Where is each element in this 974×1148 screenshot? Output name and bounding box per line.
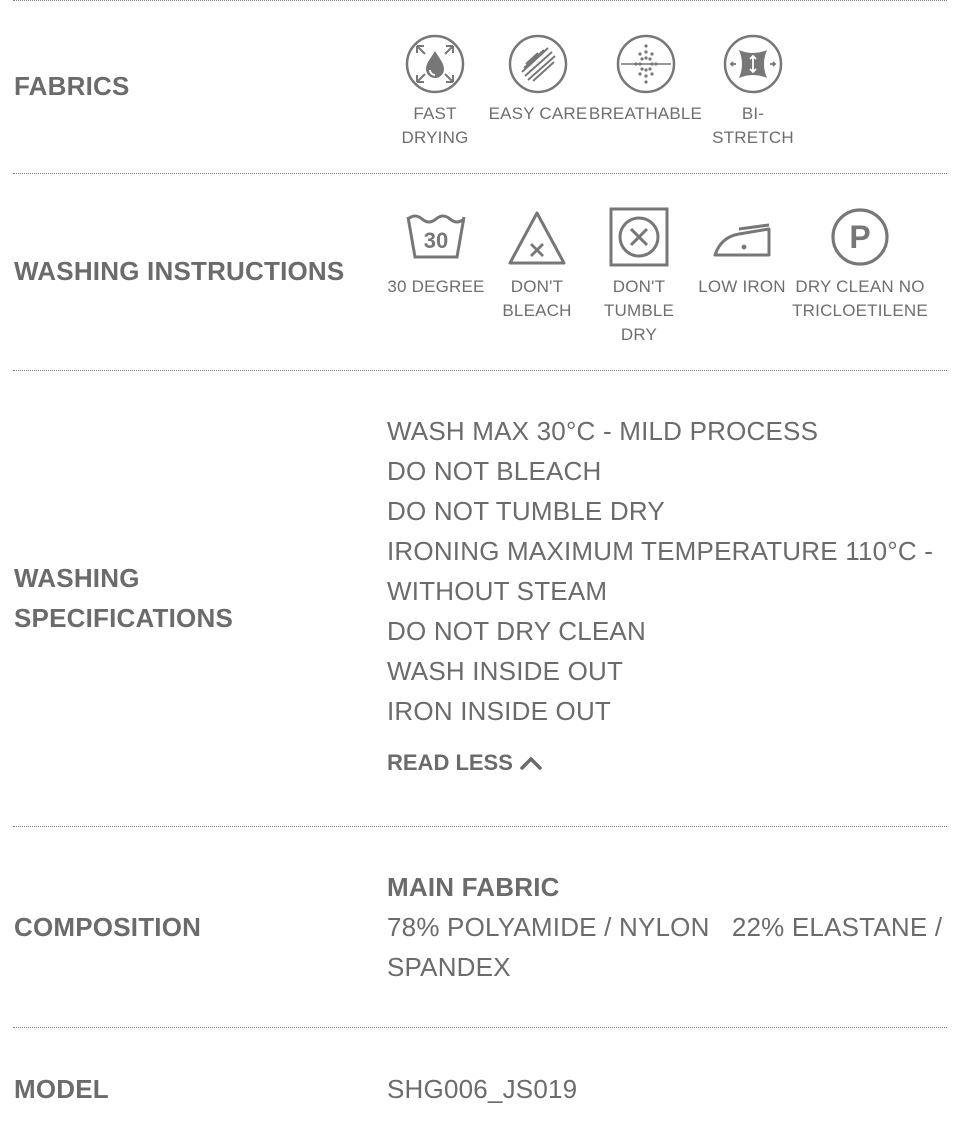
easy-care-icon	[508, 34, 568, 94]
section-divider	[13, 173, 947, 174]
fabrics-label: FABRICS	[14, 71, 130, 101]
dry-clean-p-icon	[829, 207, 891, 267]
fabric-feature-breathable	[588, 34, 703, 126]
washing-instructions-label: WASHING INSTRUCTIONS	[14, 256, 345, 286]
no-bleach-caption-line: DON'T	[510, 277, 564, 296]
section-divider	[13, 826, 947, 827]
easy-care-caption-line: EASY CARE	[488, 104, 588, 123]
breathable-caption-line: BREATHABLE	[588, 104, 703, 123]
no-tumble-dry-caption-line: DRY	[620, 325, 658, 344]
bi-stretch-caption-line: BI-	[741, 104, 765, 123]
washing-specifications-list	[387, 411, 957, 731]
care-symbol-wash-30	[386, 207, 486, 299]
wash-30-icon	[405, 207, 467, 267]
read-less-label: READ LESS	[387, 750, 513, 775]
composition-heading: MAIN FABRIC	[387, 872, 560, 902]
spec-line: DO NOT DRY CLEAN	[387, 616, 646, 646]
no-bleach-caption-line: BLEACH	[502, 301, 572, 320]
section-divider	[13, 0, 947, 1]
spec-line: WASH MAX 30°C - MILD PROCESS	[387, 416, 819, 446]
no-tumble-dry-caption-line: DON'T	[612, 277, 666, 296]
spec-line: IRONING MAXIMUM TEMPERATURE 110°C -	[387, 536, 934, 566]
composition-line: SPANDEX	[387, 952, 511, 982]
section-divider	[13, 370, 947, 371]
spec-line: DO NOT BLEACH	[387, 456, 602, 486]
no-tumble-dry-icon	[608, 207, 670, 267]
read-less-button[interactable]	[387, 746, 543, 780]
dry-clean-caption-line: TRICLOETILENE	[792, 301, 928, 320]
bi-stretch-icon	[723, 34, 783, 94]
spec-line: WASH INSIDE OUT	[387, 656, 624, 686]
dry-clean-caption-line: DRY CLEAN NO	[795, 277, 925, 296]
model-label: MODEL	[14, 1074, 109, 1104]
model-value: SHG006_JS019	[387, 1074, 578, 1104]
section-divider	[13, 1027, 947, 1028]
care-symbol-dry-clean-p	[792, 207, 928, 323]
composition-line: 78% POLYAMIDE / NYLON 22% ELASTANE /	[387, 912, 943, 942]
wash-30-caption-line: 30 DEGREE	[387, 277, 485, 296]
wash-30-symbol-text: 30	[423, 228, 449, 253]
dry-clean-p-symbol-text: P	[849, 219, 871, 255]
chevron-up-icon	[519, 755, 543, 771]
care-symbol-no-bleach	[492, 207, 582, 323]
fabric-feature-bi-stretch	[708, 34, 798, 150]
low-iron-icon	[711, 207, 773, 267]
breathable-icon	[616, 34, 676, 94]
no-tumble-dry-caption-line: TUMBLE	[603, 301, 675, 320]
fast-drying-caption-line: FAST	[413, 104, 457, 123]
care-symbol-low-iron	[696, 207, 788, 299]
low-iron-caption-line: LOW IRON	[698, 277, 786, 296]
care-symbol-no-tumble-dry	[594, 207, 684, 347]
spec-line: WITHOUT STEAM	[387, 576, 608, 606]
fast-drying-caption-line: DRYING	[401, 128, 469, 147]
fabric-feature-easy-care	[488, 34, 588, 126]
bi-stretch-caption-line: STRETCH	[712, 128, 794, 147]
spec-line: DO NOT TUMBLE DRY	[387, 496, 665, 526]
composition-value	[387, 867, 957, 987]
washing-specifications-label	[14, 558, 233, 638]
no-bleach-icon	[506, 207, 568, 267]
spec-line: IRON INSIDE OUT	[387, 696, 612, 726]
fast-drying-icon	[405, 34, 465, 94]
washing-specifications-label-line: SPECIFICATIONS	[14, 603, 234, 633]
fabric-feature-fast-drying	[390, 34, 480, 150]
washing-specifications-label-line: WASHING	[14, 563, 140, 593]
composition-label: COMPOSITION	[14, 912, 202, 942]
